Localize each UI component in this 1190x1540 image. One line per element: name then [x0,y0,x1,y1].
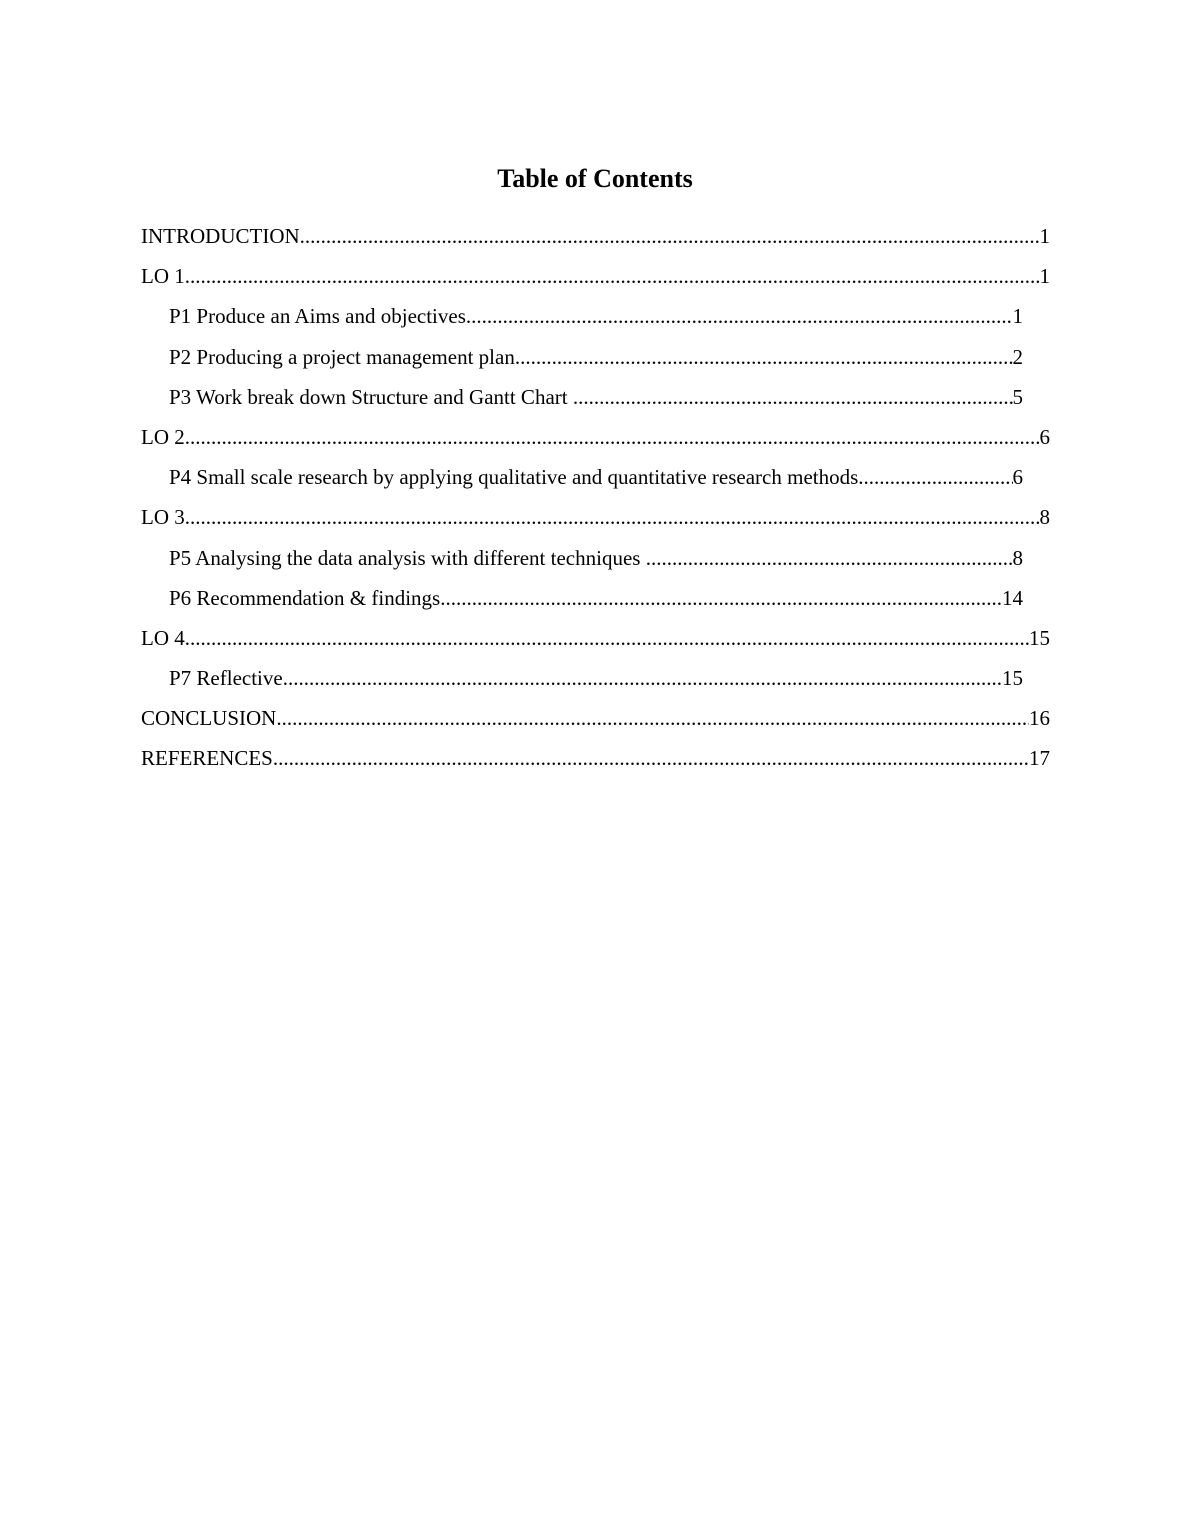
toc-entry-p4[interactable] [0,461,1190,501]
dot-leader [858,461,1012,493]
toc-entry-label: LO 1 [141,264,185,289]
dot-leader [283,662,1002,694]
toc-page-number: 6 [1039,424,1050,449]
dot-leader [185,421,1040,453]
toc-entry-label: REFERENCES [141,746,273,771]
toc-page-number: 8 [1039,505,1050,530]
toc-entry-label: INTRODUCTION [141,224,300,248]
table-of-contents [0,220,1190,783]
toc-entry-label: P3 Work break down Structure and Gantt Chart [169,384,573,409]
toc-page-number: 16 [1029,706,1050,731]
toc-entry-label: LO 2 [141,424,185,449]
toc-entry-introduction[interactable] [0,220,1190,260]
toc-entry-p7[interactable] [0,662,1190,702]
toc-entry-p5[interactable] [0,542,1190,582]
dot-leader [515,341,1013,373]
dot-leader [185,501,1040,533]
dot-leader [185,622,1029,654]
toc-entry-label: LO 3 [141,505,185,530]
toc-page-number: 1 [1012,304,1023,329]
toc-entry-label: LO 4 [141,625,185,650]
dot-leader [466,300,1013,332]
toc-entry-label: P4 Small scale research by applying qualitative and quantitative research methods [169,465,859,490]
dot-leader [573,381,1013,413]
toc-page-number: 15 [1002,666,1023,691]
toc-page-number: 1 [1039,224,1050,248]
page-title: Table of Contents [497,164,693,193]
dot-leader [646,542,1013,574]
toc-entry-label: CONCLUSION [141,706,277,731]
toc-page-number: 8 [1012,545,1023,570]
toc-entry-lo-4[interactable] [0,622,1190,662]
toc-entry-p3[interactable] [0,381,1190,421]
toc-entry-label: P6 Recommendation & findings [169,585,441,610]
toc-page-number: 5 [1012,384,1023,409]
toc-page-number: 14 [1002,585,1023,610]
toc-page-number: 17 [1029,746,1050,771]
toc-page-number: 6 [1012,465,1023,490]
toc-entry-p2[interactable] [0,341,1190,381]
dot-leader [300,220,1040,252]
toc-entry-label: P2 Producing a project management plan [169,344,515,369]
dot-leader [440,582,1002,614]
toc-entry-conclusion[interactable] [0,702,1190,742]
toc-page-number: 1 [1039,264,1050,289]
toc-page-number: 15 [1029,625,1050,650]
toc-entry-p1[interactable] [0,300,1190,340]
dot-leader [185,260,1040,292]
toc-entry-label: P1 Produce an Aims and objectives [169,304,466,329]
toc-page-number: 2 [1012,344,1023,369]
toc-entry-lo-3[interactable] [0,501,1190,541]
toc-entry-label: P5 Analysing the data analysis with different techniques [169,545,646,570]
toc-entry-lo-1[interactable] [0,260,1190,300]
dot-leader [276,702,1029,734]
toc-entry-p6[interactable] [0,582,1190,622]
toc-entry-references[interactable] [0,742,1190,782]
toc-entry-lo-2[interactable] [0,421,1190,461]
toc-entry-label: P7 Reflective [169,666,283,691]
dot-leader [273,742,1029,774]
